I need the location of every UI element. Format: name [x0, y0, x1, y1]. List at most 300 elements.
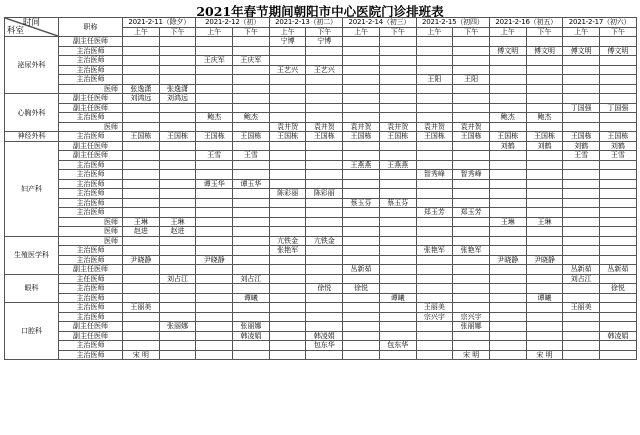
schedule-cell: [563, 189, 600, 199]
schedule-cell: [159, 65, 196, 75]
schedule-cell: [123, 179, 160, 189]
schedule-cell: 张艳军: [416, 246, 453, 256]
role-cell: 主治医师: [59, 46, 123, 56]
schedule-cell: [453, 56, 490, 66]
schedule-cell: 王国栋: [159, 132, 196, 142]
schedule-cell: 张艳军: [269, 246, 306, 256]
schedule-cell: [379, 75, 416, 85]
schedule-cell: [233, 84, 270, 94]
schedule-cell: 王国栋: [600, 132, 637, 142]
schedule-cell: [343, 255, 380, 265]
schedule-cell: 鲍杰: [196, 113, 233, 123]
schedule-cell: [563, 37, 600, 47]
schedule-cell: [453, 189, 490, 199]
table-row: [5, 350, 637, 360]
role-cell: 主治医师: [59, 284, 123, 294]
schedule-cell: [379, 274, 416, 284]
schedule-cell: [233, 303, 270, 313]
schedule-cell: [233, 217, 270, 227]
schedule-cell: [196, 94, 233, 104]
schedule-cell: 丛新茹: [343, 265, 380, 275]
schedule-cell: [233, 46, 270, 56]
schedule-cell: [306, 160, 343, 170]
schedule-cell: [489, 160, 526, 170]
schedule-cell: [379, 217, 416, 227]
schedule-cell: [306, 322, 343, 332]
schedule-cell: [600, 293, 637, 303]
schedule-cell: [306, 350, 343, 360]
schedule-table: [4, 17, 637, 360]
schedule-cell: [159, 160, 196, 170]
pm-header: 下午: [526, 27, 563, 37]
schedule-cell: [489, 198, 526, 208]
schedule-cell: [416, 293, 453, 303]
schedule-cell: [453, 103, 490, 113]
schedule-cell: [233, 141, 270, 151]
schedule-cell: [416, 160, 453, 170]
schedule-cell: [123, 265, 160, 275]
schedule-cell: [600, 274, 637, 284]
schedule-cell: [196, 217, 233, 227]
schedule-cell: [379, 170, 416, 180]
schedule-cell: [196, 322, 233, 332]
schedule-cell: [563, 56, 600, 66]
schedule-cell: [343, 84, 380, 94]
schedule-cell: 谭曦: [526, 293, 563, 303]
schedule-cell: [269, 151, 306, 161]
schedule-cell: [196, 75, 233, 85]
schedule-cell: [159, 170, 196, 180]
schedule-cell: 谭曦: [233, 293, 270, 303]
schedule-cell: 傅文明: [489, 46, 526, 56]
role-cell: 主治医师: [59, 341, 123, 351]
schedule-cell: [600, 65, 637, 75]
schedule-cell: [306, 274, 343, 284]
schedule-cell: [453, 255, 490, 265]
schedule-cell: [306, 255, 343, 265]
schedule-cell: [233, 255, 270, 265]
role-cell: 副主任医师: [59, 37, 123, 47]
schedule-cell: [379, 246, 416, 256]
schedule-cell: 袁井贺: [306, 122, 343, 132]
schedule-cell: [416, 341, 453, 351]
schedule-cell: 王国栋: [416, 132, 453, 142]
schedule-cell: 赵进: [123, 227, 160, 237]
schedule-cell: [343, 312, 380, 322]
role-cell: 主治医师: [59, 65, 123, 75]
schedule-cell: [123, 113, 160, 123]
schedule-cell: [416, 56, 453, 66]
schedule-cell: [123, 56, 160, 66]
table-row: [5, 227, 637, 237]
schedule-cell: 王雪: [233, 151, 270, 161]
schedule-cell: 智秀峰: [453, 170, 490, 180]
schedule-cell: 王庆军: [196, 56, 233, 66]
schedule-cell: 陈彩丽: [306, 189, 343, 199]
schedule-cell: [159, 284, 196, 294]
day-header: 2021-2-14（初三）: [343, 18, 416, 28]
schedule-cell: [196, 37, 233, 47]
schedule-cell: [123, 331, 160, 341]
am-header: 上午: [269, 27, 306, 37]
table-row: [5, 46, 637, 56]
schedule-cell: [453, 227, 490, 237]
schedule-cell: 鲍杰: [489, 113, 526, 123]
schedule-cell: [269, 274, 306, 284]
schedule-cell: 韩凌娟: [233, 331, 270, 341]
schedule-cell: [269, 141, 306, 151]
schedule-cell: [489, 350, 526, 360]
day-header: 2021-2-12（初）: [196, 18, 269, 28]
schedule-cell: [269, 94, 306, 104]
schedule-cell: [306, 179, 343, 189]
schedule-cell: [233, 284, 270, 294]
schedule-cell: [489, 322, 526, 332]
pm-header: 下午: [306, 27, 343, 37]
schedule-cell: [343, 141, 380, 151]
schedule-cell: [159, 75, 196, 85]
schedule-cell: [269, 160, 306, 170]
role-cell: 副主任医师: [59, 322, 123, 332]
schedule-cell: [306, 151, 343, 161]
schedule-cell: [123, 246, 160, 256]
schedule-cell: [379, 56, 416, 66]
schedule-cell: [123, 284, 160, 294]
schedule-cell: [269, 331, 306, 341]
schedule-cell: [343, 151, 380, 161]
department-name: 妇产科: [5, 141, 59, 236]
table-row: [5, 303, 637, 313]
schedule-cell: [123, 103, 160, 113]
schedule-cell: [489, 56, 526, 66]
schedule-cell: [343, 189, 380, 199]
schedule-cell: [343, 75, 380, 85]
schedule-cell: [416, 255, 453, 265]
schedule-cell: [526, 151, 563, 161]
schedule-cell: [416, 189, 453, 199]
table-row: [5, 236, 637, 246]
schedule-cell: [563, 322, 600, 332]
schedule-cell: [196, 293, 233, 303]
role-cell: 副主任医师: [59, 103, 123, 113]
schedule-cell: 张丽娜: [159, 322, 196, 332]
schedule-cell: [526, 208, 563, 218]
schedule-cell: [416, 103, 453, 113]
department-name: 生殖医学科: [5, 236, 59, 274]
table-row: [5, 284, 637, 294]
schedule-cell: [600, 350, 637, 360]
schedule-cell: [379, 284, 416, 294]
schedule-cell: [159, 350, 196, 360]
schedule-cell: 宗兴宇: [453, 312, 490, 322]
schedule-cell: 刘占江: [233, 274, 270, 284]
schedule-cell: [379, 303, 416, 313]
schedule-cell: [269, 284, 306, 294]
table-row: [5, 37, 637, 47]
schedule-cell: [526, 198, 563, 208]
pm-header: 下午: [453, 27, 490, 37]
schedule-cell: [269, 103, 306, 113]
schedule-cell: 谭曦: [379, 293, 416, 303]
corner-time-label: 时间: [23, 18, 41, 28]
schedule-cell: [306, 208, 343, 218]
schedule-cell: [343, 293, 380, 303]
schedule-cell: [233, 198, 270, 208]
schedule-cell: [563, 179, 600, 189]
day-header: 2021-2-13（初二）: [269, 18, 342, 28]
schedule-cell: [600, 189, 637, 199]
schedule-cell: [453, 265, 490, 275]
role-cell: 主治医师: [59, 293, 123, 303]
schedule-cell: 宋 明: [526, 350, 563, 360]
table-row: [5, 160, 637, 170]
schedule-cell: [453, 94, 490, 104]
schedule-cell: [563, 208, 600, 218]
schedule-cell: [343, 113, 380, 123]
schedule-cell: [416, 350, 453, 360]
schedule-cell: 袁井贺: [416, 122, 453, 132]
schedule-cell: [196, 84, 233, 94]
schedule-cell: [123, 341, 160, 351]
table-row: [5, 141, 637, 151]
schedule-cell: 尹晓静: [123, 255, 160, 265]
schedule-cell: [306, 113, 343, 123]
schedule-cell: [453, 65, 490, 75]
schedule-cell: 陈彩丽: [269, 189, 306, 199]
schedule-cell: [600, 255, 637, 265]
schedule-cell: [343, 331, 380, 341]
table-row: [5, 170, 637, 180]
schedule-cell: [600, 322, 637, 332]
schedule-cell: [233, 103, 270, 113]
schedule-cell: 王国栋: [379, 132, 416, 142]
schedule-cell: [489, 208, 526, 218]
schedule-cell: 王雪: [196, 151, 233, 161]
role-cell: 主治医师: [59, 179, 123, 189]
schedule-cell: [196, 227, 233, 237]
schedule-cell: [306, 293, 343, 303]
schedule-cell: 王国栋: [306, 132, 343, 142]
schedule-cell: [306, 265, 343, 275]
schedule-cell: [416, 198, 453, 208]
schedule-cell: [526, 94, 563, 104]
schedule-cell: [416, 217, 453, 227]
schedule-cell: [269, 350, 306, 360]
schedule-cell: [379, 103, 416, 113]
schedule-cell: [196, 122, 233, 132]
schedule-cell: [563, 350, 600, 360]
schedule-cell: [416, 284, 453, 294]
schedule-cell: [600, 208, 637, 218]
schedule-cell: 丛新茹: [600, 265, 637, 275]
schedule-cell: [159, 303, 196, 313]
schedule-cell: [600, 341, 637, 351]
role-cell: 医师: [59, 217, 123, 227]
schedule-cell: [343, 227, 380, 237]
schedule-cell: [526, 122, 563, 132]
role-cell: 主治医师: [59, 350, 123, 360]
schedule-cell: 王丽美: [416, 303, 453, 313]
schedule-cell: [196, 160, 233, 170]
schedule-cell: [269, 227, 306, 237]
schedule-cell: [233, 236, 270, 246]
schedule-cell: 王雪: [563, 151, 600, 161]
schedule-cell: 徐悦: [600, 284, 637, 294]
table-row: [5, 293, 637, 303]
schedule-cell: [159, 341, 196, 351]
schedule-cell: 刘鹤: [526, 141, 563, 151]
schedule-cell: 韩凌娟: [600, 331, 637, 341]
schedule-cell: [379, 331, 416, 341]
schedule-cell: [379, 65, 416, 75]
schedule-cell: [526, 274, 563, 284]
schedule-cell: [489, 75, 526, 85]
schedule-cell: [489, 246, 526, 256]
schedule-cell: [159, 255, 196, 265]
schedule-cell: [233, 170, 270, 180]
schedule-cell: [600, 160, 637, 170]
schedule-cell: [159, 293, 196, 303]
schedule-cell: [379, 312, 416, 322]
schedule-cell: [453, 179, 490, 189]
schedule-cell: [123, 198, 160, 208]
schedule-cell: 张丽娜: [233, 322, 270, 332]
schedule-cell: [123, 312, 160, 322]
schedule-cell: [196, 170, 233, 180]
schedule-cell: [563, 160, 600, 170]
schedule-cell: 王国栋: [269, 132, 306, 142]
schedule-cell: [526, 236, 563, 246]
schedule-cell: [416, 179, 453, 189]
schedule-cell: 刘鸿远: [159, 94, 196, 104]
schedule-cell: [196, 208, 233, 218]
schedule-cell: 宁博: [269, 37, 306, 47]
schedule-cell: 袁井贺: [379, 122, 416, 132]
schedule-cell: [453, 303, 490, 313]
schedule-cell: [343, 322, 380, 332]
schedule-cell: [416, 331, 453, 341]
schedule-cell: 包东华: [379, 341, 416, 351]
schedule-cell: 蔡玉芬: [343, 198, 380, 208]
role-cell: 主治医师: [59, 170, 123, 180]
am-header: 上午: [123, 27, 160, 37]
schedule-cell: [563, 331, 600, 341]
schedule-cell: 郑玉芳: [416, 208, 453, 218]
role-cell: 副主任医师: [59, 331, 123, 341]
schedule-cell: 张艳军: [453, 246, 490, 256]
schedule-cell: [600, 170, 637, 180]
schedule-cell: [269, 113, 306, 123]
schedule-cell: [489, 331, 526, 341]
schedule-cell: [526, 322, 563, 332]
schedule-cell: [453, 284, 490, 294]
schedule-cell: 刘占江: [563, 274, 600, 284]
department-name: 眼科: [5, 274, 59, 303]
schedule-cell: [416, 113, 453, 123]
schedule-cell: [563, 255, 600, 265]
schedule-cell: 王燕燕: [379, 160, 416, 170]
schedule-cell: [489, 84, 526, 94]
schedule-cell: [563, 84, 600, 94]
schedule-cell: [123, 236, 160, 246]
schedule-cell: [159, 208, 196, 218]
schedule-cell: 刘鹤: [563, 141, 600, 151]
schedule-cell: [379, 37, 416, 47]
schedule-cell: [600, 217, 637, 227]
schedule-cell: [453, 151, 490, 161]
schedule-cell: [600, 236, 637, 246]
table-row: [5, 151, 637, 161]
department-name: 口腔科: [5, 303, 59, 360]
role-cell: 副主任医师: [59, 141, 123, 151]
schedule-cell: [269, 170, 306, 180]
schedule-cell: 张丽娜: [453, 322, 490, 332]
schedule-cell: 刘鹤: [600, 141, 637, 151]
department-name: 泌尿外科: [5, 37, 59, 94]
schedule-cell: 亢铁金: [269, 236, 306, 246]
schedule-cell: [233, 189, 270, 199]
schedule-cell: [306, 56, 343, 66]
schedule-cell: [526, 103, 563, 113]
department-name: 神经外科: [5, 132, 59, 142]
role-cell: 医师: [59, 236, 123, 246]
schedule-cell: [379, 227, 416, 237]
day-header: 2021-2-11（除夕）: [123, 18, 196, 28]
schedule-cell: [159, 141, 196, 151]
am-header: 上午: [343, 27, 380, 37]
schedule-cell: [563, 236, 600, 246]
schedule-cell: 王国栋: [233, 132, 270, 142]
schedule-cell: [123, 189, 160, 199]
schedule-cell: [416, 84, 453, 94]
schedule-cell: [526, 84, 563, 94]
day-header: 2021-2-16（初五）: [489, 18, 562, 28]
pm-header: 下午: [233, 27, 270, 37]
role-cell: 医师: [59, 122, 123, 132]
schedule-cell: [416, 151, 453, 161]
schedule-cell: [600, 94, 637, 104]
schedule-cell: 王庆军: [233, 56, 270, 66]
schedule-cell: 王国栋: [343, 132, 380, 142]
role-cell: 主治医师: [59, 198, 123, 208]
role-cell: 医师: [59, 84, 123, 94]
schedule-cell: [600, 113, 637, 123]
schedule-cell: 王琳: [159, 217, 196, 227]
schedule-cell: [196, 198, 233, 208]
schedule-cell: [233, 312, 270, 322]
schedule-cell: 傅文明: [563, 46, 600, 56]
schedule-cell: [563, 217, 600, 227]
table-row: [5, 208, 637, 218]
schedule-cell: [489, 274, 526, 284]
schedule-cell: [306, 46, 343, 56]
schedule-cell: 赵进: [159, 227, 196, 237]
schedule-cell: 郑玉芳: [453, 208, 490, 218]
schedule-cell: [379, 322, 416, 332]
schedule-cell: [563, 94, 600, 104]
table-row: [5, 65, 637, 75]
schedule-cell: [233, 246, 270, 256]
schedule-cell: [343, 56, 380, 66]
schedule-cell: [563, 198, 600, 208]
schedule-cell: [123, 46, 160, 56]
schedule-cell: [526, 170, 563, 180]
schedule-cell: [563, 75, 600, 85]
schedule-cell: [306, 227, 343, 237]
schedule-cell: 王琳: [526, 217, 563, 227]
pm-header: 下午: [600, 27, 637, 37]
schedule-cell: [343, 350, 380, 360]
